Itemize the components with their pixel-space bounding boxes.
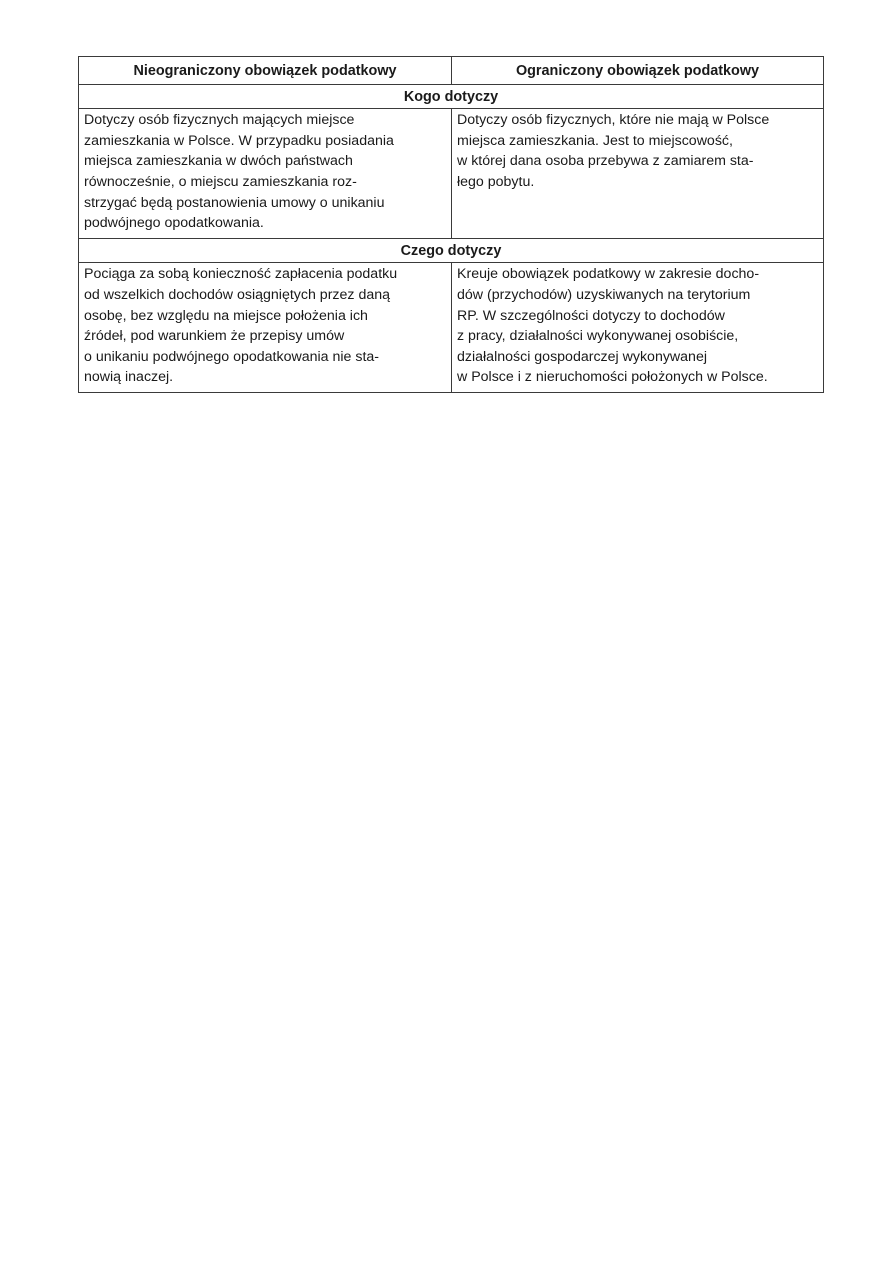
text-line: o unikaniu podwójnego opodatkowania nie sta- [84, 348, 380, 365]
table-row [79, 263, 824, 393]
cell-what-unlimited [79, 263, 452, 393]
text-line: miejsca zamieszkania w dwóch państwach [84, 153, 353, 170]
section-title-who: Kogo dotyczy [79, 84, 824, 109]
table-row [79, 109, 824, 239]
cell-who-unlimited [79, 109, 452, 239]
header-limited-obligation: Ograniczony obowiązek podatkowy [452, 57, 824, 85]
text-line: działalności gospodarczej wykonywanej [457, 348, 707, 365]
cell-what-limited [452, 263, 824, 393]
text-line: podwójnego opodatkowania. [84, 215, 264, 232]
text-line: RP. W szczególności dotyczy to dochodów [457, 307, 725, 324]
text-line: dów (przychodów) uzyskiwanych na terytorium [457, 286, 751, 303]
text-line: zamieszkania w Polsce. W przypadku posiadania [84, 132, 394, 149]
text-line: w Polsce i z nieruchomości położonych w Polsce. [457, 369, 768, 386]
text-line: od wszelkich dochodów osiągniętych przez daną [84, 286, 391, 303]
section-row-who [79, 84, 824, 109]
table-header-row [79, 57, 824, 85]
text-line: Kreuje obowiązek podatkowy w zakresie docho- [457, 266, 760, 283]
tax-obligation-table [78, 56, 824, 393]
text-line: nowią inaczej. [84, 369, 174, 386]
text-line: Pociąga za sobą konieczność zapłacenia podatku [84, 266, 398, 283]
text-line: strzygać będą postanowienia umowy o unikaniu [84, 194, 385, 211]
text-line: łego pobytu. [457, 173, 535, 190]
section-title-what: Czego dotyczy [79, 238, 824, 263]
text-line: miejsca zamieszkania. Jest to miejscowość, [457, 132, 733, 149]
text-line: Dotyczy osób fizycznych, które nie mają w Polsce [457, 112, 770, 129]
text-line: osobę, bez względu na miejsce położenia ich [84, 307, 368, 324]
text-line: Dotyczy osób fizycznych mających miejsce [84, 112, 355, 129]
text-line: w której dana osoba przebywa z zamiarem sta- [457, 153, 754, 170]
cell-who-limited [452, 109, 824, 239]
text-line: równocześnie, o miejscu zamieszkania roz- [84, 173, 357, 190]
text-line: źródeł, pod warunkiem że przepisy umów [84, 328, 345, 345]
section-row-what [79, 238, 824, 263]
header-unlimited-obligation: Nieograniczony obowiązek podatkowy [79, 57, 452, 85]
text-line: z pracy, działalności wykonywanej osobiście, [457, 328, 739, 345]
